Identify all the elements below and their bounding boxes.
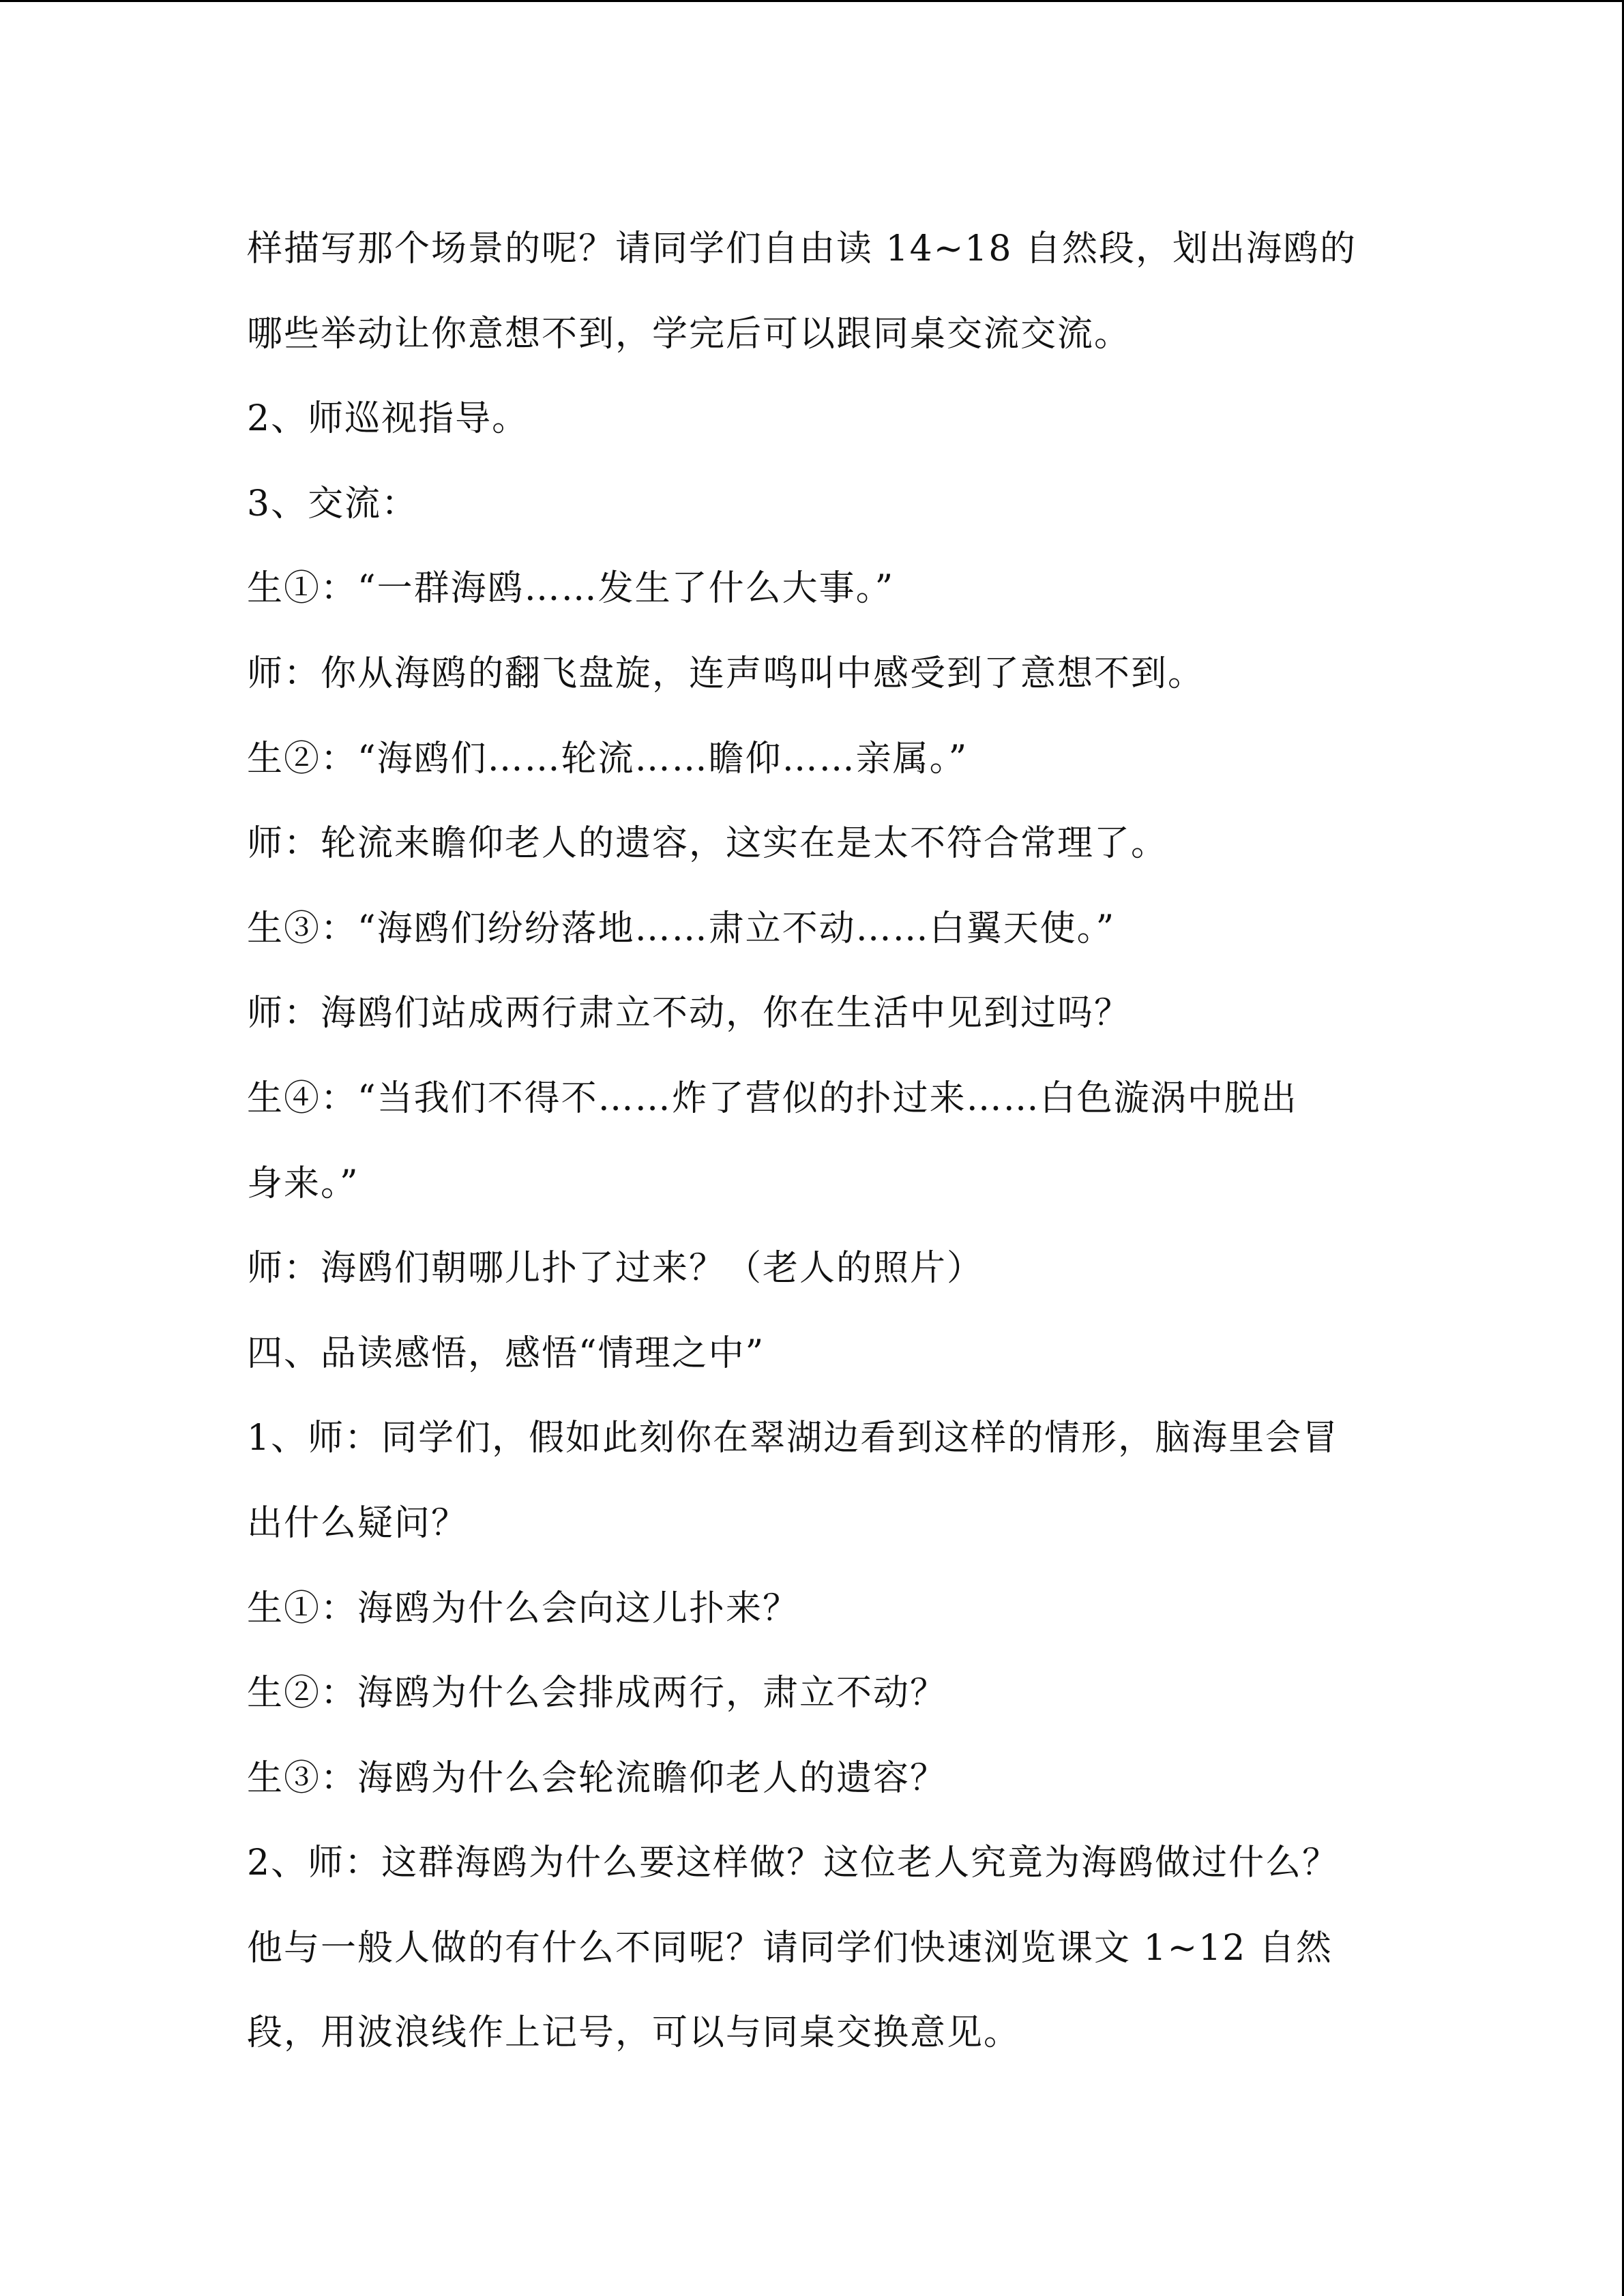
text-line: 他与一般人做的有什么不同呢？请同学们快速浏览课文 1~12 自然 xyxy=(247,1927,1333,1969)
text-line: 师：海鸥们站成两行肃立不动，你在生活中见到过吗？ xyxy=(247,993,1132,1034)
text-line: 师：海鸥们朝哪儿扑了过来？（老人的照片） xyxy=(247,1248,984,1289)
text-line: 师：轮流来瞻仰老人的遗容，这实在是太不符合常理了。 xyxy=(247,823,1168,865)
text-line: 生③：海鸥为什么会轮流瞻仰老人的遗容？ xyxy=(247,1757,947,1799)
text-line: 生④：“当我们不得不……炸了营似的扑过来……白色漩涡中脱出 xyxy=(247,1077,1298,1119)
text-line: 生①：“一群海鸥……发生了什么大事。” xyxy=(247,568,895,610)
text-line: 2、师巡视指导。 xyxy=(247,398,529,440)
text-line: 样描写那个场景的呢？请同学们自由读 14~18 自然段，划出海鸥的 xyxy=(247,228,1357,269)
text-line: 段，用波浪线作上记号，可以与同桌交换意见。 xyxy=(247,2012,1021,2054)
text-line: 3、交流： xyxy=(247,483,419,524)
text-line: 生②：海鸥为什么会排成两行，肃立不动？ xyxy=(247,1673,947,1714)
text-line: 生②：“海鸥们……轮流……瞻仰……亲属。” xyxy=(247,738,969,779)
text-line: 出什么疑问？ xyxy=(247,1502,469,1544)
text-line: 生③：“海鸥们纷纷落地……肃立不动……白翼天使。” xyxy=(247,908,1116,949)
document-body xyxy=(247,207,1379,2076)
text-line: 生①：海鸥为什么会向这儿扑来？ xyxy=(247,1587,800,1629)
text-line: 1、师：同学们，假如此刻你在翠湖边看到这样的情形，脑海里会冒 xyxy=(247,1418,1340,1459)
text-line: 师：你从海鸥的翻飞盘旋，连声鸣叫中感受到了意想不到。 xyxy=(247,653,1205,694)
text-line: 2、师：这群海鸥为什么要这样做？这位老人究竟为海鸥做过什么？ xyxy=(247,1843,1340,1884)
section-heading: 四、品读感悟，感悟“情理之中” xyxy=(247,1332,765,1374)
text-line: 哪些举动让你意想不到，学完后可以跟同桌交流交流。 xyxy=(247,313,1132,355)
text-line: 身来。” xyxy=(247,1163,359,1204)
